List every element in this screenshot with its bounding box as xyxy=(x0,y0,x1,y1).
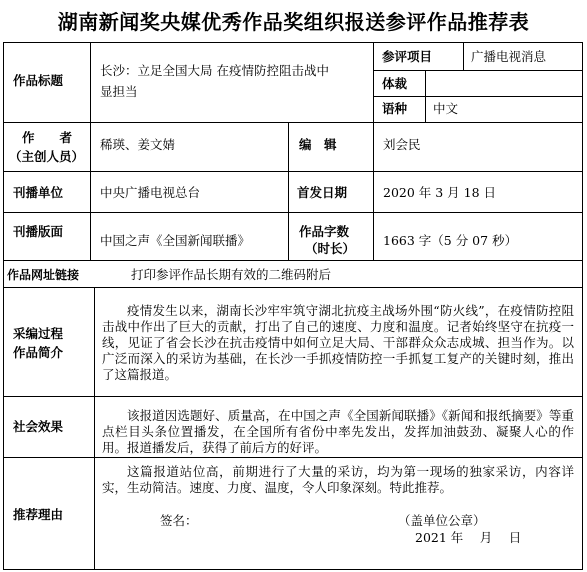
value-editor: 刘会民 xyxy=(383,137,421,152)
col-label-rule-top xyxy=(90,42,91,260)
sign-date: 2021 年 月 日 xyxy=(415,530,522,545)
col-label-rule-bottom xyxy=(94,287,95,570)
value-category: 广播电视消息 xyxy=(471,49,547,64)
value-publisher: 中央广播电视总台 xyxy=(100,185,201,200)
label-work-title: 作品标题 xyxy=(13,73,64,88)
label-intro-line1: 采编过程 xyxy=(13,326,64,341)
rule-intro-row xyxy=(3,396,583,397)
value-effect: 该报道因选题好、质量高，在中国之声《全国新闻联播》《新闻和报纸摘要》等重点栏目头条位置播发，在全国所有省份中率先发出，发挥加油鼓劲、凝聚人心的作用。报道播发后，获得了前后方的好评。 xyxy=(102,408,574,455)
col-side-value-rule xyxy=(425,70,426,122)
label-category: 参评项目 xyxy=(382,49,433,64)
value-first-date: 2020 年 3 月 18 日 xyxy=(383,185,497,200)
border-left xyxy=(3,42,4,570)
label-web-link: 作品网址链接 xyxy=(7,268,80,282)
border-right xyxy=(582,42,583,570)
label-publisher: 刊播单位 xyxy=(13,185,64,200)
label-author-sub: （主创人员） xyxy=(9,149,85,164)
value-authors: 稀瑛、姜文婧 xyxy=(100,137,176,152)
rule-genre xyxy=(373,96,583,97)
col-category-value-rule xyxy=(463,42,464,70)
rule-effect-row xyxy=(3,457,583,458)
label-effect: 社会效果 xyxy=(13,419,64,434)
label-genre: 体裁 xyxy=(382,76,408,91)
value-intro: 疫情发生以来，湖南长沙牢牢筑守湖北抗疫主战场外围“防火线”，在疫情防控阻击战中作出了巨大的贡献，打出了自己的速度、力度和温度。记者始终坚守在抗疫一线，见证了省会长沙在抗击疫情中如何立足大局、干部群众众志成城、担当作为。以广泛而深入的采访为基础，在长沙一手抓疫情防控一手抓复工复产的关键时刻，推出了这篇报道。 xyxy=(102,303,574,382)
value-page: 中国之声《全国新闻联播》 xyxy=(100,233,251,248)
border-bottom xyxy=(3,569,583,570)
col-mid-right-rule xyxy=(373,122,374,260)
value-language: 中文 xyxy=(433,101,459,116)
col-side-rule xyxy=(373,42,374,122)
seal-note: （盖单位公章） xyxy=(398,513,486,528)
label-author: 作 者 xyxy=(22,130,73,145)
label-length-sub: （时长） xyxy=(305,241,356,256)
value-web-link: 打印参评作品长期有效的二维码附后 xyxy=(131,267,332,282)
value-length: 1663 字（5 分 07 秒） xyxy=(383,233,518,248)
rule-link-row xyxy=(3,287,583,288)
label-editor: 编 辑 xyxy=(299,137,337,152)
label-first-date: 首发日期 xyxy=(297,185,348,200)
signature-label: 签名： xyxy=(160,513,198,528)
form-title: 湖南新闻奖央媒优秀作品奖组织报送参评作品推荐表 xyxy=(57,10,530,34)
value-reason: 这篇报道站位高，前期进行了大量的采访，均为第一现场的独家采访，内容详实，生动简洁。速度、力度、温度，令人印象深刻。特此推荐。 xyxy=(102,464,574,495)
value-work-title-line1: 长沙：立足全国大局 在疫情防控阻击战中 xyxy=(100,63,329,78)
rule-page-row xyxy=(3,260,583,261)
label-length: 作品字数 xyxy=(299,224,350,239)
rule-category xyxy=(373,70,583,71)
label-language: 语种 xyxy=(382,101,408,116)
value-work-title-line2: 显担当 xyxy=(100,84,138,99)
label-reason: 推荐理由 xyxy=(13,507,64,522)
recommendation-table xyxy=(3,42,583,570)
label-page: 刊播版面 xyxy=(13,224,64,239)
label-intro-line2: 作品简介 xyxy=(13,345,64,360)
col-mid-left-rule xyxy=(288,122,289,260)
